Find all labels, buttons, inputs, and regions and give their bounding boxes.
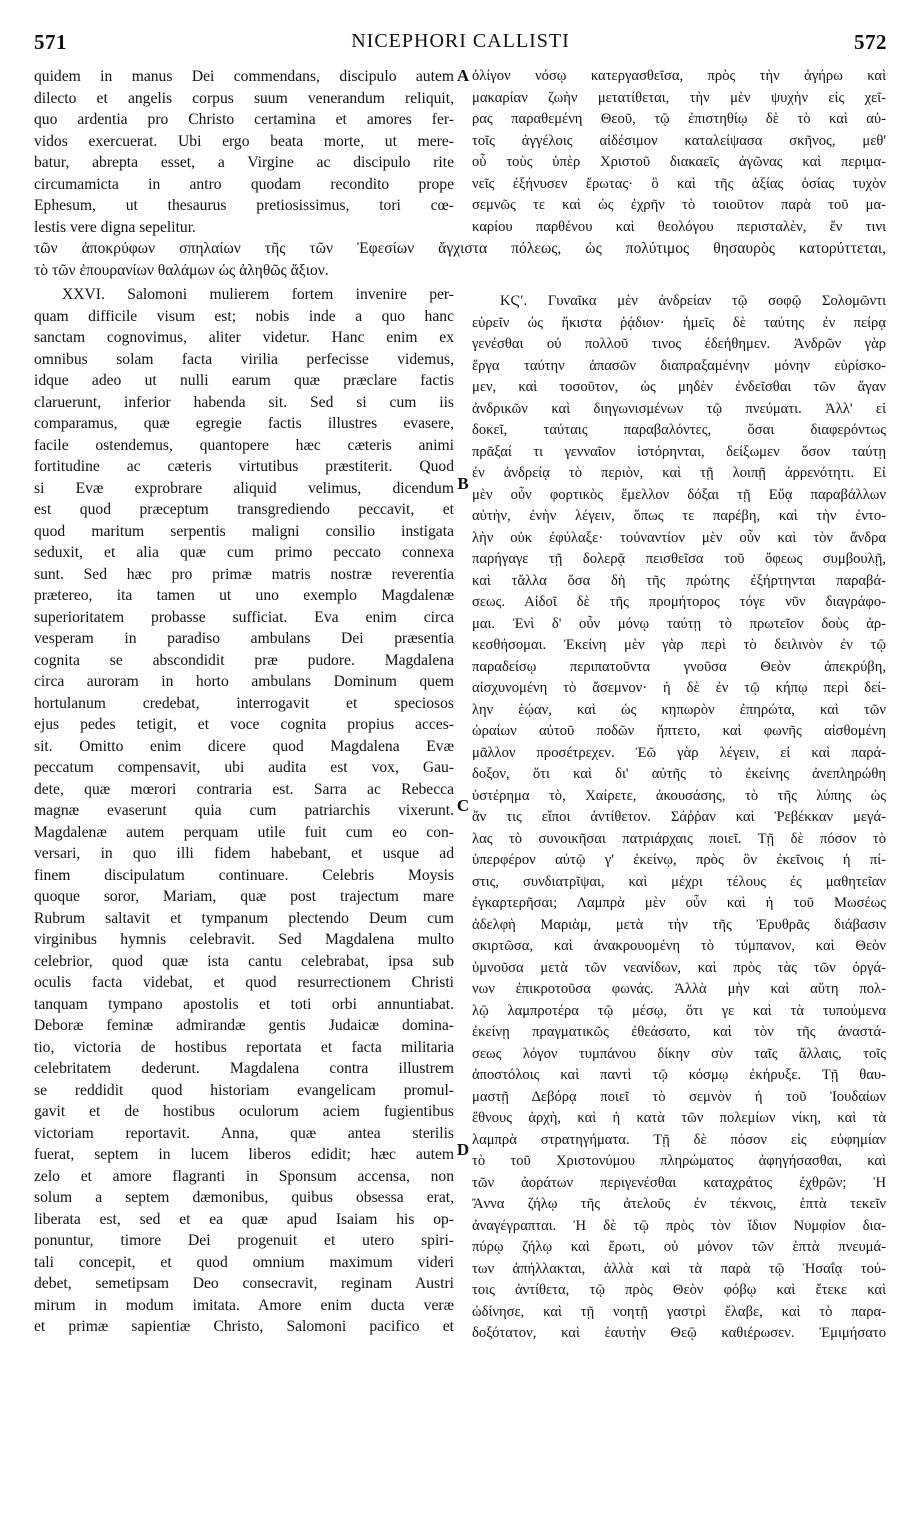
greek-text-line: λην ἑῴαν, καὶ ὡς κηπωρὸν ἐπηρώτα, καὶ τῶν (472, 701, 886, 718)
latin-text-line: lestis vere digna sepelitur. (34, 218, 196, 236)
greek-text-line: ὑστέρημα τὸ, Χαίρετε, ἀκουσάσης, τὸ τῆς λύπης ὡς (472, 787, 886, 804)
latin-text-line: quoque soror, Mariam, quæ post trajectum mare (34, 888, 454, 905)
greek-text-line: ἀναγέγραπται. Ἡ δὲ τῷ πρὸς τὸν ἴδιον Νυμφίον δια- (472, 1217, 886, 1234)
greek-text-line: παραδείσῳ περιπατοῦντα γνοῦσα Θεὸν ἀπεκρύβη, (472, 658, 886, 675)
latin-text-line: debet, semetipsam Deo consecravit, reginam Austri (34, 1275, 454, 1292)
latin-text-line: victoriam reportavit. Anna, quæ antea sterilis (34, 1124, 454, 1142)
greek-text-line: ἀδελφὴ Μαριὰμ, μετὰ τὴν τῆς Ἐρυθρᾶς διάβασιν (472, 916, 886, 933)
latin-text-line: mirum in modum imitata. Amore enim ducta veræ (34, 1296, 454, 1314)
greek-text-line: νεῖς ἐξήνυσεν ἔρωτας· ὃ καὶ τῆς ἀξίας ὁσίας τυχὸν (472, 175, 886, 192)
greek-text-line: ἀποστόλοις καὶ παντὶ τῷ κόσμῳ ἐκήρυξε. Τῇ θαυ- (472, 1067, 886, 1083)
latin-text-line: celebrior, quod quæ ista cantu celebrabat, ipsa sub (34, 952, 454, 970)
greek-text-line: λας τὸ συνοικῆσαι πατριάρχαις ποιεῖ. Τῇ δὲ πόσον τὸ (472, 830, 886, 847)
greek-text-line: των ἀπήλλακται, ἀλλὰ καὶ τὰ παρὰ τῷ Ἡσαΐᾳ τού- (472, 1260, 886, 1277)
latin-text-line: hortulanum credebat, interrogavit et speciosos (34, 694, 454, 712)
greek-text-line: πρᾶξαί τι γενναῖον ἱστόρηνται, δείξωμεν ὅσον ταύτῃ (472, 443, 886, 460)
latin-text-line: peccatum compensavit, ubi audita est vox, Gau- (34, 759, 454, 776)
latin-text-line: Deboræ feminæ admirandæ gentis Judaicæ domina- (34, 1017, 454, 1034)
margin-marker-d: D (456, 1140, 470, 1159)
greek-text-line: καὶ τἄλλα ὅσα δὴ τῆς πρώτης ἐξήρτηνται παραβά- (472, 572, 886, 589)
greek-text-line: τὸ τοῦ Χριστονύμου πληρώματος ἀφηγήσασθαι, καὶ (472, 1153, 886, 1169)
latin-text-line: XXVI. Salomoni mulierem fortem invenire per- (62, 286, 454, 303)
greek-text-line: καρίου παρθένου καὶ θεολόγου περισταλὲν, ἔν τινι (472, 218, 886, 235)
greek-text-line: ὀλίγον νόσῳ κατεργασθεῖσα, πρὸς τὴν ἀγήρω καὶ (472, 68, 886, 84)
greek-text-line: τοις ἀντίθετα, τῷ πρὸς Θεὸν φόβῳ καὶ ἔτεκε καὶ (472, 1282, 886, 1298)
greek-text-line: ἀνδρικῶν καὶ διηγωνισμένων τῷ πνεύματι. Ἀλλ' εἰ (472, 400, 886, 417)
greek-text-line: ρας παραθεμένη Θεοῦ, τῷ ἐπιστηθίῳ δὲ τὸ καὶ αὐ- (472, 111, 886, 127)
greek-text-line: δοκεῖ, ταύταις παραβαλόντες, ὅσαι διαφερόντως (472, 422, 886, 438)
latin-text-line: oculis facta videbat, et quod resurrectionem Christi (34, 974, 454, 991)
latin-text-line: Magdalenæ autem perquam utile fuit cum eo con- (34, 823, 454, 841)
greek-text-line: οὗ τοὺς ὑπὲρ Χριστοῦ διακαεῖς ἀγῶνας καὶ περιμα- (472, 154, 886, 170)
greek-text-line: ΚϚʹ. Γυναῖκα μὲν ἀνδρείαν τῷ σοφῷ Σολομῶντι (500, 293, 886, 309)
latin-text-line: se reddidit quod historiam evangelicam promul- (34, 1081, 454, 1099)
latin-text-line: vesperam in paradiso ambulans Dei præsentia (34, 630, 454, 647)
greek-text-line: σεμνῶς τε καὶ ὡς ἐχρῆν τὸ τοιοῦτον παρὰ τοῦ μα- (472, 197, 886, 213)
latin-text-line: liberata est, sed et ea quæ apud Isaiam his op- (34, 1210, 454, 1228)
greek-text-line: γενέσθαι οὐ πολλοῦ τινος ἐδεήθημεν. Ἀνδρῶν γὰρ (472, 336, 886, 352)
latin-text-line: dete, quæ mœrori contraria est. Sarra ac Rebecca (34, 780, 454, 798)
greek-text-line: ὠδίνησε, καὶ τῇ νοητῇ γαστρὶ ἔλαβε, καὶ τὸ παρα- (472, 1303, 886, 1320)
latin-text-line: comparamus, quæ egregie factis illustres evasere, (34, 415, 454, 432)
greek-text-line: ἔθνους ἀρχὴ, καὶ ἡ κατὰ τῶν πολεμίων νίκη, καὶ τὰ (472, 1110, 886, 1126)
latin-text-line: zelo et amore flagranti in Sponsum accensa, non (34, 1167, 454, 1185)
greek-text-line: μεν, καὶ τοσοῦτον, ὡς μηδὲν ἐνδεῖσθαι τῶν ἄγαν (472, 379, 886, 395)
running-header (34, 30, 887, 60)
latin-text-line: solum a septem dæmonibus, quibus obsessa erat, (34, 1189, 454, 1206)
latin-text-line: idque adeo ut nulli earum quæ præclare factis (34, 372, 454, 389)
latin-text-line: superioritatem probasse sufficiat. Eva enim circa (34, 608, 454, 626)
greek-text-line: μὲν οὖν φορτικὸς ἔμελλον δόξαι τῇ Εὔᾳ παραβάλλων (472, 486, 886, 503)
latin-text-line: tio, victoria de hostibus reportata et facta militaria (34, 1038, 454, 1056)
latin-text-line: seduxit, et alia quæ cum primo peccato connexa (34, 544, 454, 561)
latin-text-line: tali concepit, et quod omnium maximum videri (34, 1253, 454, 1271)
latin-text-line: celebritatem dederunt. Magdalena contra illustrem (34, 1060, 454, 1077)
greek-text-line: εὑρεῖν ὡς ἥκιστα ῥᾴδιον· ἡμεῖς δὲ ταύτης ἐν πείρᾳ (472, 314, 886, 331)
greek-spanning-line: τῶν ἀποκρύφων σπηλαίων τῆς τῶν Ἐφεσίων ἄγχιστα πόλεως, ὡς πολύτιμος θησαυρὸς κατορύττεται, (34, 240, 886, 257)
latin-text-line: fortitudine ac cæteris virtutibus præstiterit. Quod (34, 458, 454, 475)
greek-text-line: μαστῇ Δεβόρᾳ ποιεῖ τὸ σεμνὸν ἡ τοῦ Ἰουδαίων (472, 1088, 886, 1105)
greek-text-line: σεως λόγον τυμπάνου δίκην σὺν ταῖς ἄλλαις, τοῖς (472, 1045, 886, 1062)
latin-text-line: circumamicta in antro quodam recondito prope (34, 175, 454, 193)
greek-text-line: δοξον, ὅτι καὶ δι' αὐτῆς τὸ ἐκείνης ἀνεπληρώθη (472, 766, 886, 782)
greek-text-line: μαι. Ἐνὶ δ' οὖν μόνῳ ταύτῃ τὸ πρωτεῖον δοὺς ἀρ- (472, 615, 886, 632)
latin-text-line: vidos exercuerat. Ubi ergo beata morte, ut mere- (34, 132, 454, 150)
latin-text-line: circa auroram in horto ambulans Dominum quem (34, 673, 454, 690)
greek-spanning-line: τὸ τῶν ἐπουρανίων θαλάμων ὡς ἀληθῶς ἄξιον. (34, 261, 329, 279)
greek-text-line: λῷ λαμπροτέρα τῷ μέσῳ, ὅτι γε καὶ τὰ τυπούμενα (472, 1002, 886, 1019)
latin-text-line: cognita se abscondidit præ pudore. Magdalena (34, 651, 454, 669)
greek-text-line: μακαρίαν ζωὴν μετατίθεται, τὴν μὲν ψυχὴν εἰς χεῖ- (472, 89, 886, 106)
greek-text-line: τοῖς ἀγγέλοις αἰδέσιμον καταλείψασα σκῆνος, μεθ' (472, 132, 886, 149)
latin-text-line: omnibus solam facta virilia perfecisse videmus, (34, 350, 454, 368)
latin-text-line: gavit et de hostibus oculorum aciem fugientibus (34, 1103, 454, 1120)
greek-text-line: λὴν οὐκ ἐφύλαξε· τοὐναντίον μὲν οὖν καὶ τὸν ἄνδρα (472, 529, 886, 546)
left-page-number: 571 (34, 30, 67, 54)
greek-text-line: ὑμνοῦσα μετὰ τῶν νεανίδων, καὶ πρὸς τὰς τῶν ὀργά- (472, 959, 886, 976)
greek-text-line: ὡραίων αὐτοῦ ποδῶν ἥπτετο, καὶ φωνῆς αἰσθομένη (472, 723, 886, 739)
greek-text-line: στις, συνδιατρῖψαι, καὶ μέχρι τέλους ἐς μαθητεῖαν (472, 873, 886, 890)
greek-text-line: σεως. Αἰδοῖ δὲ τῆς προμήτορος τόγε νῦν διαγράφο- (472, 594, 886, 610)
latin-text-line: dilecto et angelis corpus suum venerandum reliquit, (34, 89, 454, 107)
latin-text-line: magnæ evaserunt quia cum patriarchis vixerunt. (34, 802, 454, 819)
latin-text-line: batur, abrepta esset, a Virgine ac discipulo rite (34, 154, 454, 171)
greek-text-line: ὑπερφέρον αὐτῷ γ' ἐκείνῳ, πρὸς ὃν ἐκεῖνοις ἡ πί- (472, 852, 886, 868)
latin-text-line: prætereo, ita tamen ut uno exemplo Magdalenæ (34, 587, 454, 604)
latin-text-line: sunt. Sed hæc pro primæ matris nostræ reverentia (34, 565, 454, 583)
greek-text-line: μᾶλλον προσέτρεχεν. Ἐῶ γὰρ λέγειν, εἰ καὶ παρά- (472, 744, 886, 761)
latin-text-line: si Evæ exprobrare aliquid velimus, dicendum (34, 479, 454, 497)
latin-text-line: est quod præceptum transgrediendo peccavit, et (34, 501, 454, 518)
greek-text-line: ἐγκαρτερῆσαι; Λαμπρὰ μὲν οὖν καὶ ἡ τοῦ Μωσέως (472, 895, 886, 911)
greek-text-line: κεσθήσομαι. Ἐκείνη μὲν γὰρ περὶ τὸ δειλινὸν ἐν τῷ (472, 637, 886, 653)
right-page-number: 572 (854, 30, 887, 54)
latin-text-line: Ephesum, ut thesaurus pretiosissimus, tori cœ- (34, 197, 454, 214)
latin-text-line: et primæ sapientiæ Christo, Salomoni pacifico et (34, 1318, 454, 1335)
greek-text-line: παρήγαγε τῇ δολερᾷ πεισθεῖσα τοῦ ὄφεως συμβουλῇ, (472, 551, 886, 567)
margin-marker-a: A (456, 66, 470, 85)
greek-text-line: ἐκείνῃ πραγματικῶς ἐθεάσατο, καὶ τὸν τῆς ἀναστά- (472, 1024, 886, 1040)
latin-text-line: quam difficile visum est; nobis inde a quo hanc (34, 307, 454, 325)
greek-text-line: ἔργα ταύτην ἁπασῶν διαπραξαμένην μόνην εὑρίσκο- (472, 357, 886, 374)
greek-text-line: νων ἐπικροτοῦσα φωνάς. Ἀλλὰ μὴν καὶ αὕτη πολ- (472, 981, 886, 997)
latin-text-line: Rubrum saltavit et tympanum plectendo Deum cum (34, 909, 454, 927)
latin-text-line: claruerunt, inferior habenda sit. Sed si cum iis (34, 393, 454, 411)
latin-text-line: quo ardentia pro Christo certamina et amores fer- (34, 111, 454, 128)
greek-text-line: ἄν τις εἴποι ἀντίθετον. Σάῤῥαν καὶ Ῥεβέκκαν μεγά- (472, 809, 886, 825)
latin-text-line: versari, in quo illi fidem habebant, et usque ad (34, 845, 454, 862)
greek-text-line: τῶν ἀοράτων περιγενέσθαι καταχράτος ἐχθρῶν; Ἡ (472, 1174, 886, 1191)
greek-text-line: σκιρτῶσα, καὶ ἀνακρουομένη τὸ τύμπανον, καὶ Θεὸν (472, 938, 886, 954)
latin-text-line: tanquam tympano apostolis et toti orbi annuntiabat. (34, 995, 454, 1013)
greek-text-line: αἰσχυνομένη τὸ ἄσεμνον· ἡ δὲ ἐν τῷ κήπῳ περὶ δεί- (472, 680, 886, 696)
margin-marker-b: B (457, 474, 469, 493)
latin-text-line: finem discipulatum continuare. Celebris Moysis (34, 866, 454, 884)
latin-text-line: sanctam cognovimus, aliter videtur. Hanc enim ex (34, 329, 454, 346)
latin-text-line: quod maritum serpentis maligni consilio instigata (34, 522, 454, 540)
greek-text-line: δοξότατον, καὶ ἑαυτὴν Θεῷ καθιέρωσεν. Ἐμιμήσατο (472, 1325, 886, 1341)
latin-text-line: ejus pedes tetigit, et voce cognita propius acces- (34, 716, 454, 733)
latin-text-line: virginibus hymnis celebravit. Sed Magdalena multo (34, 931, 454, 948)
latin-text-line: quidem in manus Dei commendans, discipulo autem (34, 68, 454, 85)
latin-text-line: fuerat, septem in lucem liberos edidit; hæc autem (34, 1146, 454, 1163)
greek-text-line: λαμπρὰ στρατηγήματα. Τῇ δὲ πόσον εἰς εὐφημίαν (472, 1131, 886, 1148)
greek-text-line: αὐτὴν, ἐνὴν λέγειν, ὅπως τε παρέβη, καὶ τὴν ἐντο- (472, 508, 886, 524)
margin-marker-c: C (456, 796, 470, 815)
greek-text-line: Ἄννα ζήλῳ τῆς ἀτελοῦς ἐν τέκνοις, ἑπτὰ τεκεῖν (472, 1196, 886, 1212)
greek-text-line: πύρῳ ζήλῳ καὶ ἔρωτι, οὐ μόνον τῶν ἑπτὰ πνευμά- (472, 1239, 886, 1255)
latin-text-line: facile ostendemus, quantopere hæc cæteris animi (34, 436, 454, 454)
latin-text-line: ponuntur, timore Dei progenuit et utero spiri- (34, 1232, 454, 1249)
greek-text-line: ἐν ἀνδρείᾳ τὸ περιὸν, καὶ τῇ λοιπῇ ἀρρενότητι. Εἰ (472, 465, 886, 481)
latin-text-line: sit. Omitto enim dicere quod Magdalena Evæ (34, 737, 454, 755)
running-title: NICEPHORI CALLISTI (351, 30, 570, 52)
